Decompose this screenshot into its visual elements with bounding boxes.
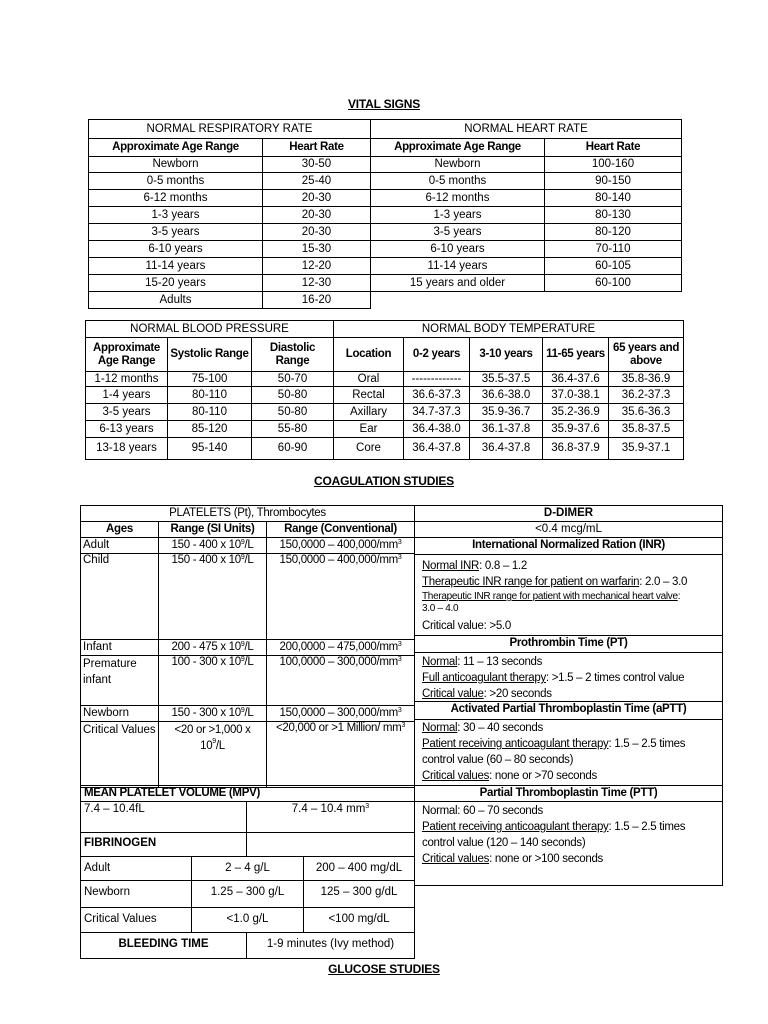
table-cell: 12-20 [263,258,371,275]
table-cell: 3-5 years [371,224,545,241]
table-cell: 36.6-37.3 [404,387,470,404]
table-cell: 20-30 [263,224,371,241]
pt-content [422,654,720,702]
bleeding-time-title: BLEEDING TIME [80,932,247,959]
table-cell: 36.4-37.8 [404,438,470,460]
table-cell: 12-30 [263,275,371,292]
table-row [371,241,682,258]
si-range: 150 - 400 x $10^9/L$ [159,554,267,640]
table-cell: Rectal [334,387,404,404]
column-header: 3-10 years [470,338,543,372]
table-row [89,173,371,190]
column-header: Location [334,338,404,372]
table-cell: 37.0-38.1 [543,387,609,404]
table-cell: 80-140 [545,190,682,207]
table-row [89,275,371,292]
table-row [334,438,684,460]
column-header: Range (SI Units) [159,522,267,538]
table-cell: 70-110 [545,241,682,258]
fibrinogen-cell: <100 mg/dL [303,907,415,933]
table-cell: 36.2-37.3 [609,387,684,404]
fibrinogen-cell: Adult [80,856,192,881]
table-row [81,706,415,722]
table-row [334,372,684,387]
pt-full: Full anticoagulant therapy: >1.5 – 2 times control value [422,672,685,684]
table-row [334,387,684,404]
conv-range: $150,0000 - 400,000/mm^3$ [267,554,415,640]
table-cell: 6-12 months [371,190,545,207]
table-row [371,224,682,241]
inr-normal: Normal INR: 0.8 – 1.2 [422,560,527,572]
respiratory-rate-table [88,119,371,309]
table-row-critical [81,722,415,788]
ptt-title: Partial Thromboplastin Time (PTT) [414,785,723,802]
table-row [89,258,371,275]
age: Newborn [81,706,159,722]
ddimer-title: D-DIMER [414,505,723,522]
table-row [81,538,415,554]
blood-pressure-title: NORMAL BLOOD PRESSURE [86,321,334,338]
table-cell: 35.2-36.9 [543,404,609,421]
table-cell: 35.8-37.5 [609,421,684,438]
table-cell: 80-110 [168,387,252,404]
column-header: Diastolic Range [252,338,334,372]
bleeding-time-value: 1-9 minutes (Ivy method) [246,932,415,959]
table-cell: 95-140 [168,438,252,460]
table-row [371,173,682,190]
table-row [81,640,415,656]
table-row [371,258,682,275]
table-cell: 90-150 [545,173,682,190]
fibrinogen-title: FIBRINOGEN [80,832,247,857]
table-row [86,404,334,421]
age: Child [81,554,159,640]
table-row [371,207,682,224]
column-header: 65 years and above [609,338,684,372]
table-cell: 60-90 [252,438,334,460]
table-cell: 36.6-38.0 [470,387,543,404]
table-cell: 1-12 months [86,372,168,387]
table-cell: 55-80 [252,421,334,438]
column-header: 0-2 years [404,338,470,372]
table-cell: 50-80 [252,387,334,404]
table-cell: 13-18 years [86,438,168,460]
table-cell: 80-110 [168,404,252,421]
fibrinogen-cell: 2 – 4 g/L [191,856,304,881]
table-cell: 75-100 [168,372,252,387]
age: Premature infant [81,656,159,706]
table-row [86,421,334,438]
table-cell: 0-5 months [371,173,545,190]
pt-normal: Normal: 11 – 13 seconds [422,656,543,668]
ptt-therapy: Patient receiving anticoagulant therapy: 1.5 – 2.5 times [422,821,686,833]
inr-title: International Normalized Ration (INR) [414,537,723,555]
fibrinogen-blank [246,832,415,857]
table-cell: 3-5 years [86,404,168,421]
aptt-normal: Normal: 30 – 40 seconds [422,722,543,734]
ddimer-value: <0.4 mcg/mL [414,521,723,538]
mpv-si: 7.4 – 10.4fL [80,801,247,833]
table-row [89,157,371,173]
table-cell: 6-10 years [89,241,263,258]
table-row [334,404,684,421]
table-cell: 11-14 years [371,258,545,275]
aptt-critical: Critical values: none or >70 seconds [422,770,597,782]
table-cell: 36.1-37.8 [470,421,543,438]
table-cell: 16-20 [263,292,371,309]
fibrinogen-cell: 200 – 400 mg/dL [303,856,415,881]
si-range: 150 - 300 x $10^9/L$ [159,706,267,722]
table-cell: 6-13 years [86,421,168,438]
table-cell: 80-130 [545,207,682,224]
column-header: Approximate Age Range [371,139,545,157]
table-row [89,241,371,258]
table-cell: 34.7-37.3 [404,404,470,421]
respiratory-title: NORMAL RESPIRATORY RATE [89,120,371,139]
conv-range: $150,0000 - 300,000/mm^3$ [267,706,415,722]
table-row [371,275,682,292]
table-cell: 15 years and older [371,275,545,292]
table-cell: 6-12 months [89,190,263,207]
column-header: Systolic Range [168,338,252,372]
platelets-table [80,505,415,788]
table-cell: 36.4-38.0 [404,421,470,438]
table-cell: 1-4 years [86,387,168,404]
table-row [371,190,682,207]
conv-range: $150,0000 - 400,000/mm^3$ [267,538,415,554]
table-cell: Newborn [89,157,263,173]
column-header: 11-65 years [543,338,609,372]
table-row [89,207,371,224]
si-range: 100 - 300 x $10^9/L$ [159,656,267,706]
table-cell: 85-120 [168,421,252,438]
column-header: Ages [81,522,159,538]
table-cell: 35.9-36.7 [470,404,543,421]
table-cell: 15-20 years [89,275,263,292]
table-cell: 25-40 [263,173,371,190]
table-cell: 1-3 years [89,207,263,224]
table-cell: 35.9-37.6 [543,421,609,438]
table-cell: 36.4-37.6 [543,372,609,387]
table-cell: 100-160 [545,157,682,173]
glucose-heading: GLUCOSE STUDIES [328,962,440,976]
table-cell: Newborn [371,157,545,173]
inr-content [422,558,720,634]
column-header: Range (Conventional) [267,522,415,538]
si-range: 150 - 400 x $10^9/L$ [159,538,267,554]
ptt-content [422,803,720,867]
table-row [86,387,334,404]
inr-valve: Therapeutic INR range for patient with mechanical heart valve: 3.0 – 4.0 [422,591,681,614]
table-cell: Core [334,438,404,460]
pt-critical: Critical value: >20 seconds [422,688,552,700]
table-cell: 50-80 [252,404,334,421]
table-cell: 35.6-36.3 [609,404,684,421]
table-cell: 36.8-37.9 [543,438,609,460]
column-header: Approximate Age Range [89,139,263,157]
table-cell: 35.8-36.9 [609,372,684,387]
body-temperature-title: NORMAL BODY TEMPERATURE [334,321,684,338]
table-cell: 35.9-37.1 [609,438,684,460]
conv-range: $100,0000 - 300,000/mm^3$ [267,656,415,706]
table-cell: 15-30 [263,241,371,258]
table-cell: 20-30 [263,190,371,207]
mpv-conv: 7.4 – 10.4 $mm^3$ [246,801,415,833]
aptt-therapy: Patient receiving anticoagulant therapy: 1.5 – 2.5 times [422,738,686,750]
conv-range: $200,0000 - 475,000/mm^3$ [267,640,415,656]
aptt-therapy-line2: control value (60 – 80 seconds) [422,754,574,766]
platelets-title: PLATELETS (Pt), Thrombocytes [81,506,415,522]
table-cell: 20-30 [263,207,371,224]
table-cell: 3-5 years [89,224,263,241]
si-range: 200 - 475 x $10^9/L$ [159,640,267,656]
ptt-critical: Critical values: none or >100 seconds [422,853,603,865]
table-cell: 11-14 years [89,258,263,275]
table-cell: 0-5 months [89,173,263,190]
body-temperature-table [333,320,684,460]
table-row [86,372,334,387]
table-row [89,224,371,241]
table-row [86,438,334,460]
aptt-title: Activated Partial Thromboplastin Time (aPTT) [414,701,723,720]
column-header: Heart Rate [263,139,371,157]
heart-rate-title: NORMAL HEART RATE [371,120,682,139]
table-cell: ------------- [404,372,470,387]
blood-pressure-table [85,320,334,460]
fibrinogen-cell: <1.0 g/L [191,907,304,933]
pt-title: Prothrombin Time (PT) [414,635,723,653]
si-range: <20 or >1,000 x $10^9/L$ [159,722,267,788]
table-row [89,190,371,207]
table-cell: 35.5-37.5 [470,372,543,387]
table-cell: 36.4-37.8 [470,438,543,460]
table-cell: 80-120 [545,224,682,241]
fibrinogen-cell: Newborn [80,880,192,908]
vital-signs-heading: VITAL SIGNS [347,97,421,111]
table-cell: 1-3 years [371,207,545,224]
table-cell: 50-70 [252,372,334,387]
column-header: Heart Rate [545,139,682,157]
table-cell: 60-100 [545,275,682,292]
mpv-title: MEAN PLATELET VOLUME (MPV) [80,785,415,802]
table-row [81,656,415,706]
table-cell: Axillary [334,404,404,421]
ptt-therapy-line2: control value (120 – 140 seconds) [422,837,586,849]
fibrinogen-cell: 1.25 – 300 g/L [191,880,304,908]
inr-warfarin: Therapeutic INR range for patient on warfarin: 2.0 – 3.0 [422,576,688,588]
table-cell: Oral [334,372,404,387]
coagulation-heading: COAGULATION STUDIES [314,474,454,488]
column-header: Approximate Age Range [86,338,168,372]
table-cell: 60-105 [545,258,682,275]
conv-range: <20,000 or >1 Million/ $mm^3$ [267,722,415,788]
table-row [89,292,371,309]
age: Adult [81,538,159,554]
table-cell: 30-50 [263,157,371,173]
table-cell: Adults [89,292,263,309]
heart-rate-table [370,119,682,292]
table-row [81,554,415,640]
table-cell: 6-10 years [371,241,545,258]
table-row [371,157,682,173]
fibrinogen-cell: 125 – 300 g/dL [303,880,415,908]
fibrinogen-cell: Critical Values [80,907,192,933]
inr-critical: Critical value: >5.0 [422,620,511,632]
age: Critical Values [81,722,159,788]
age: Infant [81,640,159,656]
ptt-normal: Normal: 60 – 70 seconds [422,805,543,817]
table-row [334,421,684,438]
aptt-content [422,720,720,784]
table-cell: Ear [334,421,404,438]
